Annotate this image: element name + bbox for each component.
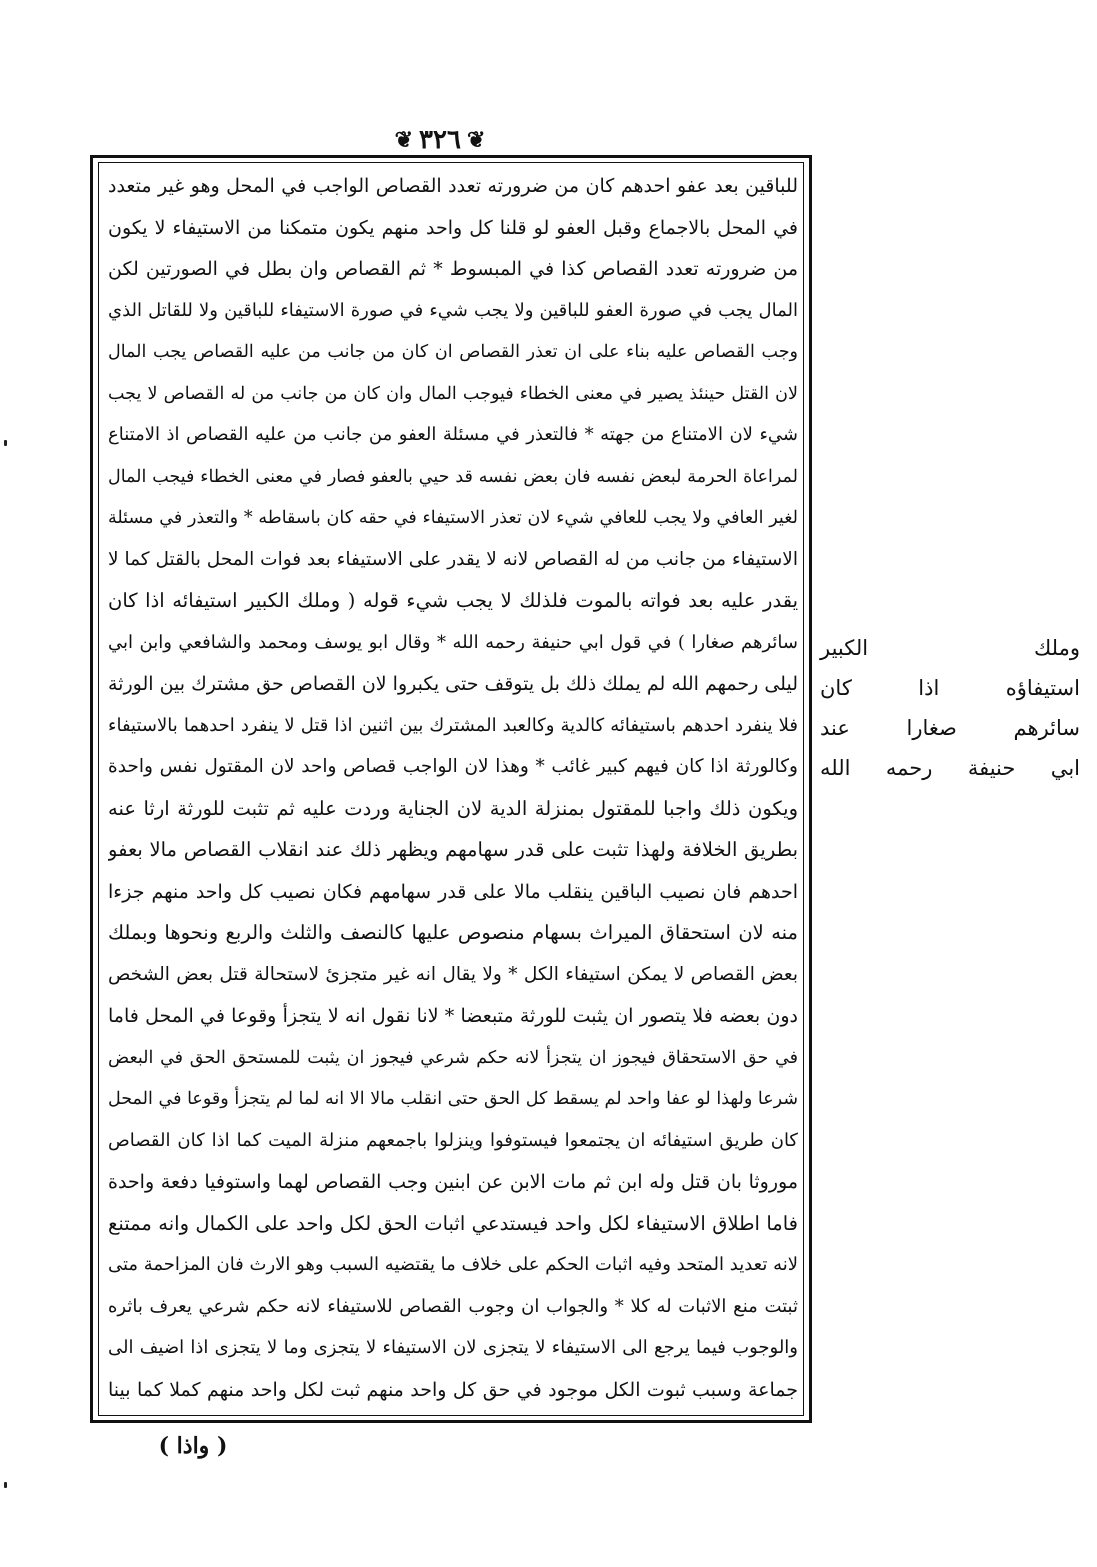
- text-line: ثبتت منع الاثبات له كلا * والجواب ان وجوب القصاص للاستيفاء لانه حكم شرعي يعرف باثره: [108, 1295, 798, 1317]
- text-line: ليلى رحمهم الله لم يملك ذلك بل يتوقف حتى يكبروا لان القصاص حق مشترك بين الورثة: [108, 673, 798, 696]
- text-line: دون بعضه فلا يتصور ان يثبت للورثة متبعضا * لانا نقول انه لا يتجزأ وقوعا في المحل فاما: [108, 1005, 798, 1028]
- margin-note: [820, 628, 1080, 788]
- margin-note-line: وملك الكبير: [820, 636, 1080, 660]
- ornament-right-icon: ❦: [466, 127, 486, 153]
- text-line: وجب القصاص عليه بناء على ان تعذر القصاص ان كان من جانب من عليه القصاص يجب المال: [108, 342, 798, 363]
- scan-speck: [4, 1482, 7, 1488]
- text-line: في المحل بالاجماع وقبل العفو لو قلنا كل واحد منهم يكون متمكنا من الاستيفاء لا يكون: [108, 216, 798, 239]
- text-line: فاما اطلاق الاستيفاء لكل واحد فيستدعي اثبات الحق لكل واحد على الكمال وانه ممتنع: [108, 1211, 798, 1235]
- text-line: يقدر عليه بعد فواته بالموت فلذلك لا يجب شيء قوله ( وملك الكبير استيفائه اذا كان: [108, 589, 798, 613]
- ornament-left-icon: ❦: [394, 127, 414, 153]
- text-line: موروثا بان قتل وله ابن ثم مات الابن عن ابنين وجب القصاص لهما واستوفيا دفعة واحدة: [108, 1171, 798, 1194]
- text-line: المال يجب في صورة العفو للباقين ولا يجب شيء في صورة الاستيفاء للباقين ولا للقاتل الذي: [108, 299, 798, 321]
- text-line: في حق الاستحقاق فيجوز ان يتجزأ لانه حكم شرعي فيجوز ان يثبت للمستحق الحق في البعض: [108, 1047, 798, 1068]
- text-line: سائرهم صغارا ) في قول ابي حنيفة رحمه الله * وقال ابو يوسف ومحمد والشافعي وابن ابي: [108, 631, 798, 653]
- text-line: والوجوب فيما يرجع الى الاستيفاء لا يتجزى لان الاستيفاء لا يتجزى وما لا يتجزى اذا اضيف الى: [108, 1337, 798, 1359]
- text-line: الاستيفاء من جانب من له القصاص لانه لا يقدر على الاستيفاء بعد فوات المحل بالقتل كما لا: [108, 548, 798, 570]
- text-line: شيء لان الامتناع من جهته * فالتعذر في مسئلة العفو من جانب من عليه القصاص اذ الامتناع: [108, 424, 798, 446]
- text-line: بطريق الخلافة ولهذا تثبت على قدر سهامهم ويظهر ذلك عند انقلاب القصاص مالا بعفو: [108, 838, 798, 862]
- text-line: وكالورثة اذا كان فيهم كبير غائب * وهذا لان الواجب قصاص واحد لان المقتول نفس واحدة: [108, 756, 798, 778]
- text-line: شرعا ولهذا لو عفا واحد لم يسقط كل الحق حتى انقلب مالا الا انه لما لم يتجزأ وقوعا في المحل: [108, 1089, 798, 1110]
- text-line: لان القتل حينئذ يصير في معنى الخطاء فيوجب المال وان كان من جانب من له القصاص لا يجب: [108, 383, 798, 404]
- main-text-block: [108, 168, 798, 1408]
- text-line: فلا ينفرد احدهم باستيفائه كالدية وكالعبد المشترك بين اثنين اذا قتل لا ينفرد احدهما بالاستيفاء: [108, 714, 798, 736]
- text-line: احدهم فان نصيب الباقين ينقلب مالا على قدر سهامهم فكان نصيب كل واحد منهم جزءا: [108, 880, 798, 903]
- margin-note-line: ابي حنيفة رحمه الله: [820, 756, 1080, 780]
- margin-note-line: سائرهم صغارا عند: [820, 716, 1080, 740]
- text-line: جماعة وسبب ثبوت الكل موجود في حق كل واحد منهم ثبت لكل واحد منهم كملا كما بينا: [108, 1378, 798, 1401]
- margin-note-line: استيفاؤه اذا كان: [820, 676, 1080, 700]
- catchword: ( واذا ): [158, 1433, 228, 1459]
- text-line: لانه تعديد المتحد وفيه اثبات الحكم على خلاف ما يقتضيه السبب وهو الارث فان المزاحمة متى: [108, 1254, 798, 1276]
- text-line: بعض القصاص لا يمكن استيفاء الكل * ولا يقال انه غير متجزئ لاستحالة قتل بعض الشخص: [108, 963, 798, 985]
- text-line: ويكون ذلك واجبا للمقتول بمنزلة الدية لان الجناية وردت عليه ثم تثبت للورثة ارثا عنه: [108, 796, 798, 820]
- scan-speck: [4, 440, 7, 446]
- page-number: [380, 120, 500, 160]
- text-line: للباقين بعد عفو احدهم كان من ضرورته تعدد القصاص الواجب في المحل وهو غير متعدد: [108, 175, 798, 197]
- text-line: منه لان استحقاق الميراث بسهام منصوص عليها كالنصف والثلث والربع ونحوها وبملك: [108, 921, 798, 945]
- page-number-value: ٣٢٦: [419, 125, 461, 155]
- text-line: من ضرورته تعدد القصاص كذا في المبسوط * ثم القصاص وان بطل في الصورتين لكن: [108, 258, 798, 281]
- text-line: لغير العافي ولا يجب للعافي شيء لان تعذر الاستيفاء في حقه كان باسقاطه * والتعذر في مسئلة: [108, 508, 798, 529]
- text-line: لمراعاة الحرمة لبعض نفسه فان بعض نفسه قد حيي بالعفو فصار في معنى الخطاء فيجب المال: [108, 466, 798, 487]
- text-line: كان طريق استيفائه ان يجتمعوا فيستوفوا وينزلوا باجمعهم منزلة الميت كما اذا كان القصاص: [108, 1129, 798, 1151]
